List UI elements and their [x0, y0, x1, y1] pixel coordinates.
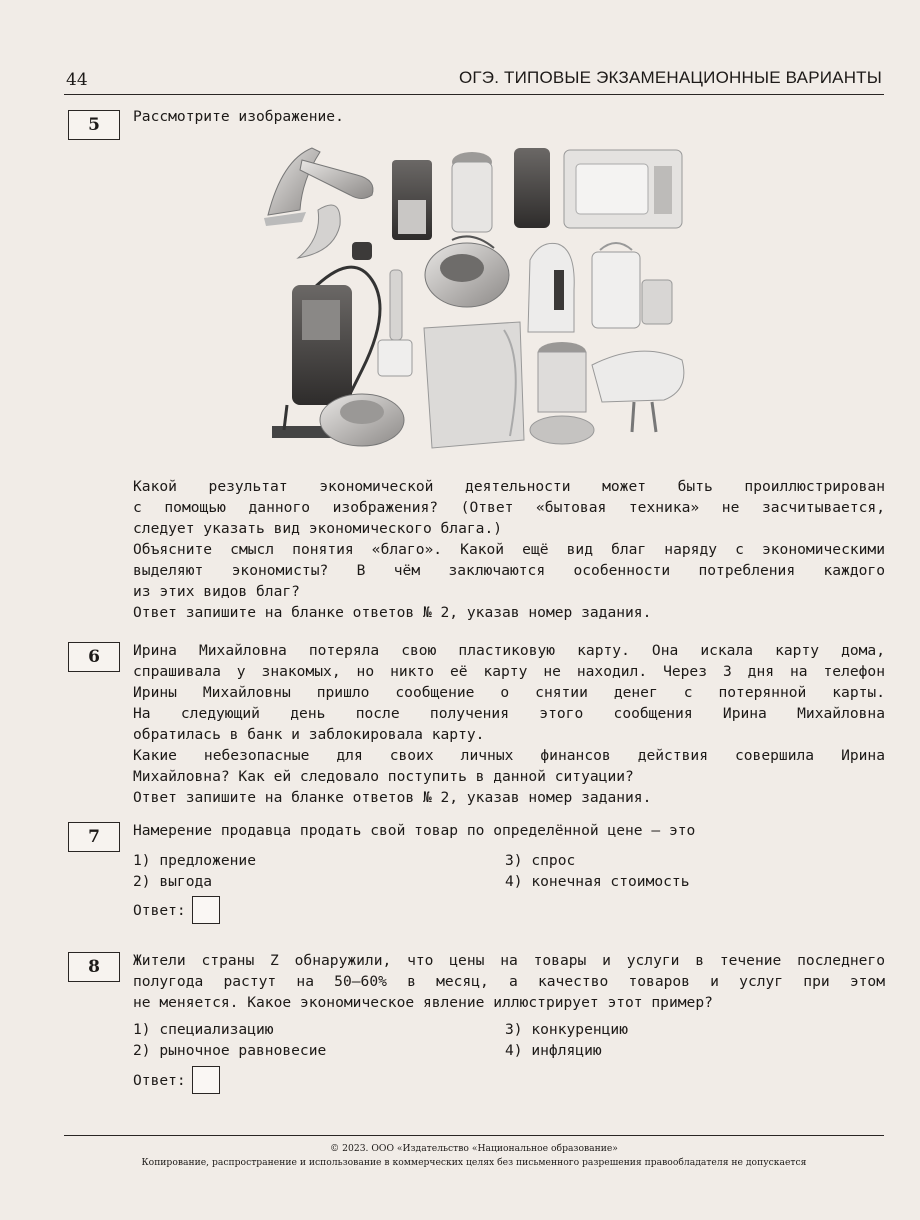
- task6-line: Михайловна? Как ей следовало поступить в данной ситуации?: [133, 768, 634, 785]
- task5-body: [133, 476, 885, 623]
- robot-vacuum-icon: [425, 236, 509, 307]
- task7-option: 1) предложение: [133, 852, 257, 869]
- task8-option: 3) конкуренцию: [505, 1021, 629, 1038]
- task5-line: с помощью данного изображения? (Ответ «бытовая техника» не засчитывается,: [133, 499, 885, 516]
- coffee-grinder-icon: [392, 160, 432, 240]
- task8-body: [133, 950, 885, 1013]
- task7-option: 3) спрос: [505, 852, 576, 869]
- task8-line: не меняется. Какое экономическое явление иллюстрирует этот пример?: [133, 994, 713, 1011]
- kettle-icon: [528, 243, 574, 332]
- header-divider: [64, 94, 884, 95]
- task8-answer: [133, 1066, 220, 1094]
- task5-line: Объясните смысл понятия «благо». Какой ещё вид благ наряду с экономическими: [133, 541, 885, 558]
- task7-question: Намерение продавца продать свой товар по определённой цене — это: [133, 822, 696, 839]
- task7-options: [133, 850, 885, 892]
- task-number-5: 5: [68, 110, 120, 140]
- task6-body: [133, 640, 885, 808]
- task6-line: Какие небезопасные для своих личных финансов действия совершила Ирина: [133, 747, 885, 764]
- task5-line: следует указать вид экономического блага.): [133, 520, 503, 537]
- task8-answer-label: Ответ:: [133, 1071, 186, 1089]
- electric-grinder-icon: [452, 152, 492, 232]
- iron-icon: [264, 148, 320, 226]
- task6-line: спрашивала у знакомых, но никто её карту не находил. Через 3 дня на телефон: [133, 663, 885, 680]
- task8-line: полугода растут на 50–60% в месяц, а качество товаров и услуг при этом: [133, 973, 885, 990]
- task6-line: Ответ запишите на бланке ответов № 2, указав номер задания.: [133, 789, 652, 806]
- task7-option: 4) конечная стоимость: [505, 873, 690, 890]
- task-number-8: 8: [68, 952, 120, 982]
- task7-option: 2) выгода: [133, 873, 213, 890]
- footer-divider: [64, 1135, 884, 1136]
- dark-grinder-icon: [514, 148, 550, 228]
- hair-dryer-icon: [298, 160, 373, 260]
- task6-line: обратилась в банк и заблокировала карту.: [133, 726, 485, 743]
- task-number-7: 7: [68, 822, 120, 852]
- mixer-icon: [592, 351, 684, 432]
- task5-line: из этих видов благ?: [133, 583, 300, 600]
- task6-line: Ирины Михайловны пришло сообщение о снятии денег с потерянной карты.: [133, 684, 885, 701]
- task7-answer-box[interactable]: [192, 896, 220, 924]
- washing-machine-icon: [424, 322, 524, 448]
- task5-prompt: Рассмотрите изображение.: [133, 108, 344, 125]
- task6-line: Ирина Михайловна потеряла свою пластиковую карту. Она искала карту дома,: [133, 642, 885, 659]
- task8-options: [133, 1019, 885, 1061]
- task8-option: 1) специализацию: [133, 1021, 274, 1038]
- task8-line: Жители страны Z обнаружили, что цены на товары и услуги в течение последнего: [133, 952, 885, 969]
- task-number-6: 6: [68, 642, 120, 672]
- task8-answer-box[interactable]: [192, 1066, 220, 1094]
- page-number: 44: [66, 70, 88, 90]
- task6-line: На следующий день после получения этого сообщения Ирина Михайловна: [133, 705, 885, 722]
- hand-blender-icon: [378, 270, 412, 376]
- juicer-icon: [592, 243, 672, 328]
- running-title: ОГЭ. ТИПОВЫЕ ЭКЗАМЕНАЦИОННЫЕ ВАРИАНТЫ: [458, 68, 882, 87]
- canister-vacuum-icon: [320, 394, 404, 446]
- task7-answer: [133, 896, 220, 924]
- task7-answer-label: Ответ:: [133, 901, 186, 919]
- task5-line: выделяют экономисты? В чём заключаются особенности потребления каждого: [133, 562, 885, 579]
- task5-line: Ответ запишите на бланке ответов № 2, указав номер задания.: [133, 604, 652, 621]
- footer-copyright: © 2023. ООО «Издательство «Национальное образование»: [330, 1143, 618, 1154]
- microwave-icon: [564, 150, 682, 228]
- task5-line: Какой результат экономической деятельности может быть проиллюстрирован: [133, 478, 885, 495]
- household-appliances-illustration: [262, 140, 690, 450]
- footer-notice: Копирование, распространение и использование в коммерческих целях без письменного разрешения правообладателя не допускается: [141, 1157, 807, 1168]
- task8-option: 2) рыночное равновесие: [133, 1042, 327, 1059]
- task8-option: 4) инфляцию: [505, 1042, 602, 1059]
- food-processor-icon: [530, 342, 594, 444]
